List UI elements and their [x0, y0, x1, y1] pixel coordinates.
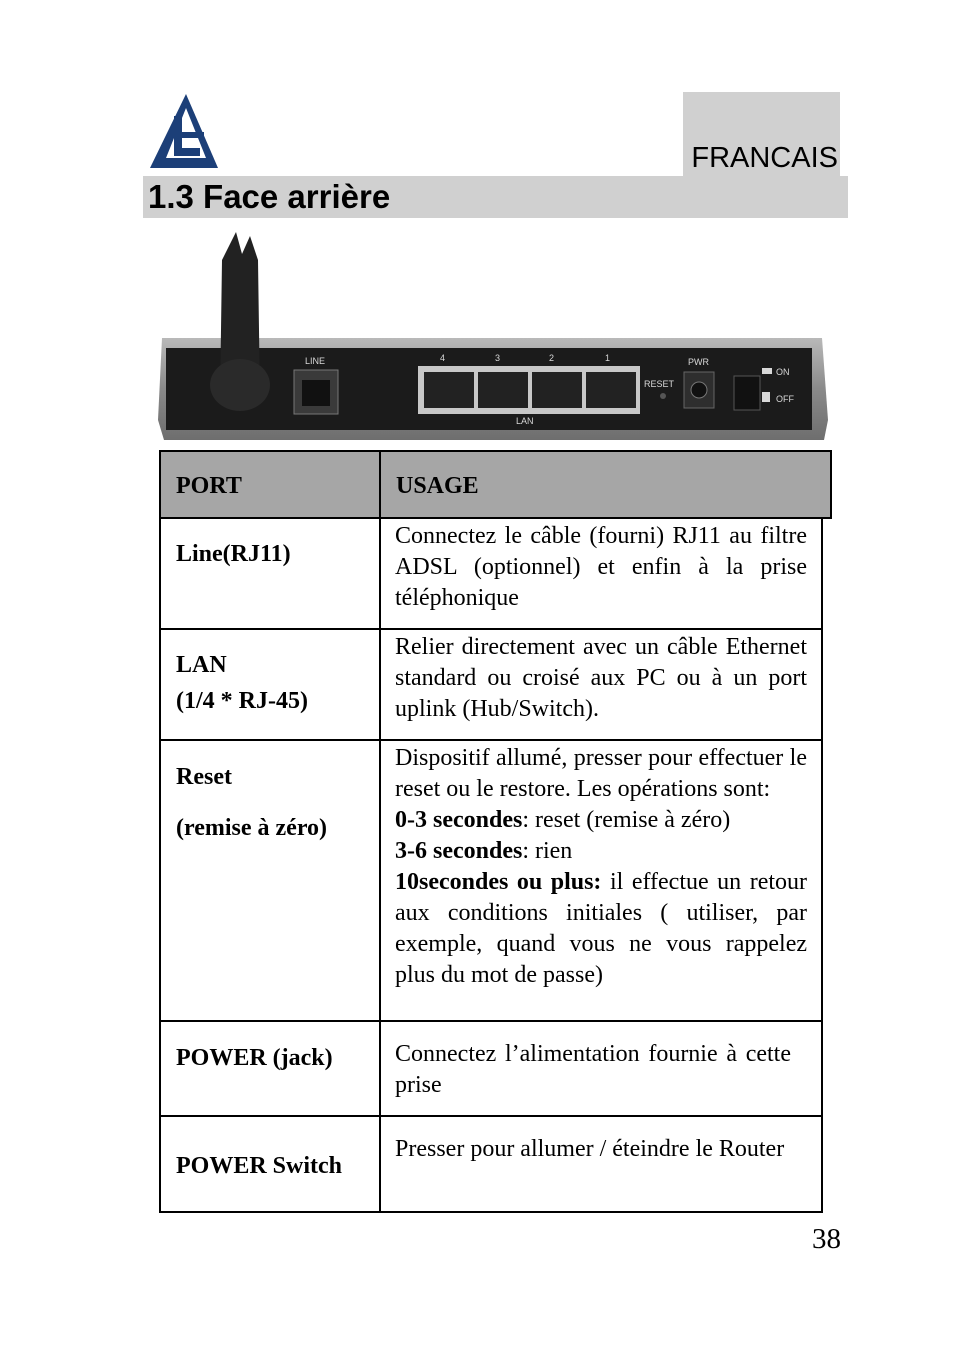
- section-title-bar: [143, 176, 848, 218]
- lan-port-4-label: 4: [440, 353, 446, 363]
- table-row: [159, 1117, 823, 1213]
- section-title: 1.3 Face arrière: [148, 178, 391, 215]
- usage-cell: Connectez le câble (fourni) RJ11 au filtre ADSL (optionnel) et enfin à la prise téléphonique: [395, 523, 807, 611]
- reset-label: RESET: [644, 379, 675, 389]
- router-rear-panel-image: [158, 230, 830, 444]
- table-row: [159, 519, 823, 630]
- usage-cell: Relier directement avec un câble Ethernet standard ou croisé aux PC ou à un port uplink (Hub/Switch).: [395, 634, 807, 722]
- port-column-header: PORT: [176, 473, 242, 499]
- reset-op2-duration: 3-6 secondes: [395, 838, 523, 864]
- reset-op1-effect: : reset (remise à zéro): [522, 807, 731, 833]
- table-row: [159, 741, 823, 1022]
- usage-cell: [395, 743, 807, 991]
- port-cell-line2: (1/4 * RJ-45): [176, 688, 308, 714]
- line-port-label: LINE: [305, 356, 326, 366]
- language-tab: [683, 92, 840, 176]
- port-cell: POWER (jack): [176, 1045, 333, 1071]
- reset-intro: Dispositif allumé, presser pour effectuer le reset ou le restore. Les opérations sont:: [395, 745, 807, 802]
- port-cell-line1: LAN: [176, 652, 227, 678]
- switch-off-label: OFF: [776, 394, 794, 404]
- language-label: FRANCAIS: [691, 142, 838, 175]
- reset-op3-effect: il effectue un retour aux conditions initiales ( utiliser, par exemple, quand vous ne vous rappelez plus du mot de passe): [395, 869, 808, 988]
- usage-column-header: USAGE: [396, 473, 479, 499]
- table-row: [159, 630, 823, 741]
- port-cell: Line(RJ11): [176, 541, 291, 567]
- lan-port-1-label: 1: [605, 353, 611, 363]
- lan-port-2-label: 2: [549, 353, 555, 363]
- company-logo: [148, 94, 220, 170]
- pwr-label: PWR: [688, 357, 709, 367]
- usage-cell: Connectez l’alimentation fournie à cette prise: [395, 1041, 791, 1098]
- page-number: 38: [812, 1223, 841, 1255]
- table-row: [159, 1022, 823, 1117]
- reset-op3-duration: 10secondes ou plus:: [395, 869, 602, 895]
- reset-op2-effect: : rien: [522, 838, 573, 864]
- port-cell: POWER Switch: [176, 1153, 343, 1179]
- port-cell-line2: (remise à zéro): [176, 815, 328, 841]
- switch-on-label: ON: [776, 367, 790, 377]
- reset-op1-duration: 0-3 secondes: [395, 807, 523, 833]
- port-cell-line1: Reset: [176, 764, 232, 790]
- lan-label: LAN: [516, 416, 534, 426]
- usage-cell: Presser pour allumer / éteindre le Router: [395, 1136, 785, 1162]
- table-header-row: [159, 450, 832, 519]
- lan-port-3-label: 3: [495, 353, 501, 363]
